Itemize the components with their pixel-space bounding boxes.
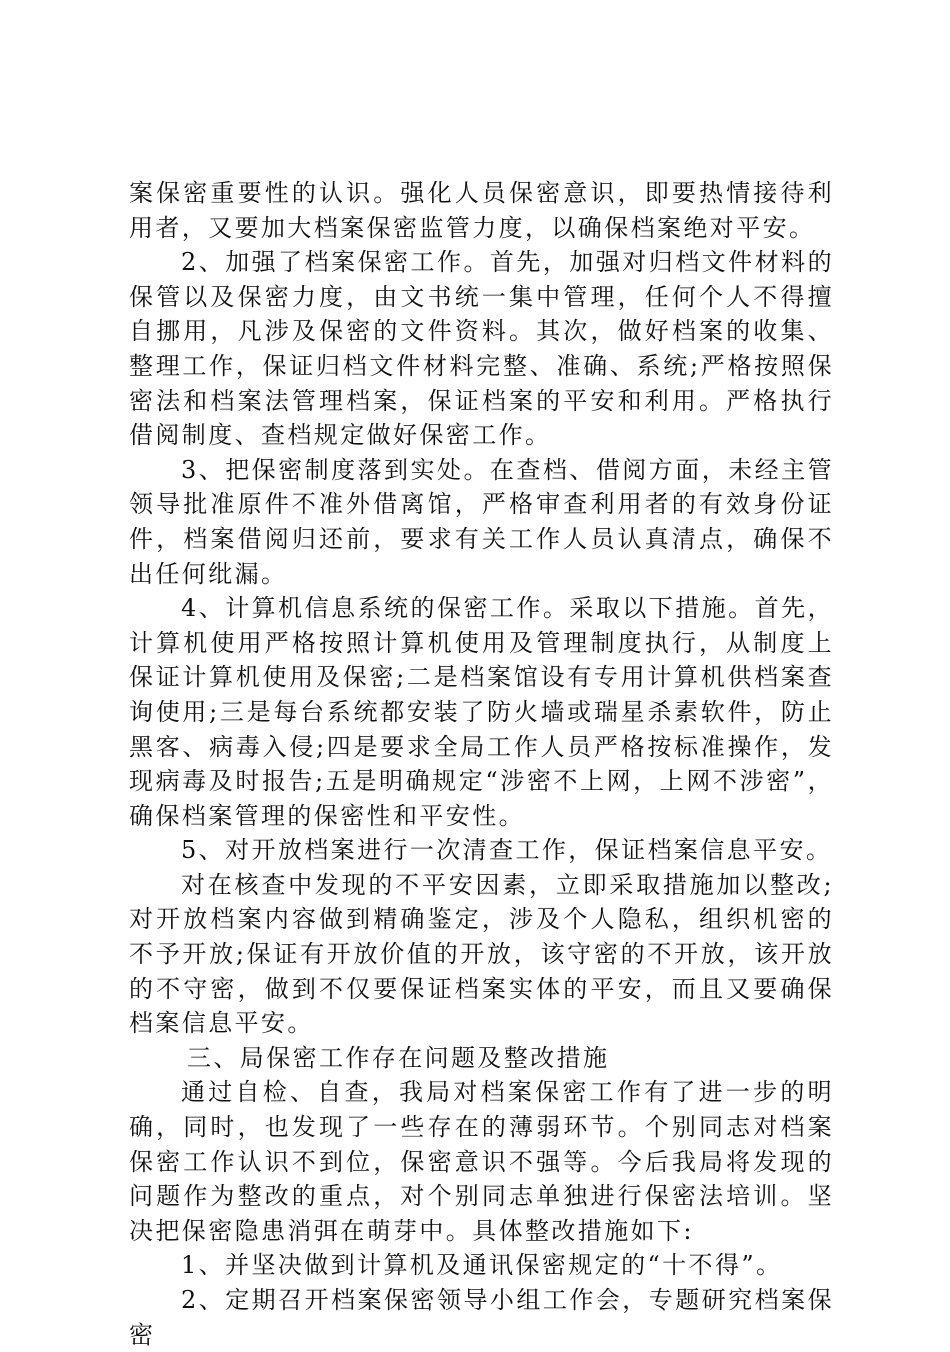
paragraph-self-inspection: 通过自检、自查，我局对档案保密工作有了进一步的明确，同时，也发现了一些存在的薄弱环节。个别同志对档案保密工作认识不到位，保密意识不强等。今后我局将发现的问题作为整改的重点，对个别同志单独进行保密法培训。坚决把保密隐患消弭在萌芽中。具体整改措施如下: <box>129 1078 834 1245</box>
paragraph-rectification: 对在核查中发现的不平安因素，立即采取措施加以整改;对开放档案内容做到精确鉴定，涉及个人隐私，组织机密的不予开放;保证有开放价值的开放，该守密的不开放，该开放的不守密，做到不仅要保证档案实体的平安，而且又要确保档案信息平安。 <box>129 870 834 1038</box>
paragraph-item-4: 4、计算机信息系统的保密工作。采取以下措施。首先，计算机使用严格按照计算机使用及管理制度执行，从制度上保证计算机使用及保密;二是档案馆设有专用计算机供档案查询使用;三是每台系统都安装了防火墙或瑞星杀素软件，防止黑客、病毒入侵;四是要求全局工作人员严格按标准操作，发现病毒及时报告;五是明确规定“涉密不上网，上网不涉密”，确保档案管理的保密性和平安性。 <box>129 594 834 830</box>
measure-item-2: 2、定期召开档案保密领导小组工作会，专题研究档案保密 <box>129 1286 834 1349</box>
section-heading-3: 三、局保密工作存在问题及整改措施 <box>187 1043 610 1072</box>
paragraph-item-5: 5、对开放档案进行一次清查工作，保证档案信息平安。 <box>181 836 833 865</box>
paragraph-item-2: 2、加强了档案保密工作。首先，加强对归档文件材料的保管以及保密力度，由文书统一集中管理，任何个人不得擅自挪用，凡涉及保密的文件资料。其次，做好档案的收集、整理工作，保证归档文件材料完整、准确、系统;严格按照保密法和档案法管理档案，保证档案的平安和利用。严格执行借阅制度、查档规定做好保密工作。 <box>129 248 834 450</box>
paragraph-item-3: 3、把保密制度落到实处。在查档、借阅方面，未经主管领导批准原件不准外借离馆，严格审查利用者的有效身份证件，档案借阅归还前，要求有关工作人员认真清点，确保不出任何纰漏。 <box>129 455 834 588</box>
document-body <box>129 176 834 1352</box>
paragraph-continuation: 案保密重要性的认识。强化人员保密意识，即要热情接待利用者，又要加大档案保密监管力度，以确保档案绝对平安。 <box>129 179 834 242</box>
measure-item-1: 1、并坚决做到计算机及通讯保密规定的“十不得”。 <box>181 1251 783 1280</box>
